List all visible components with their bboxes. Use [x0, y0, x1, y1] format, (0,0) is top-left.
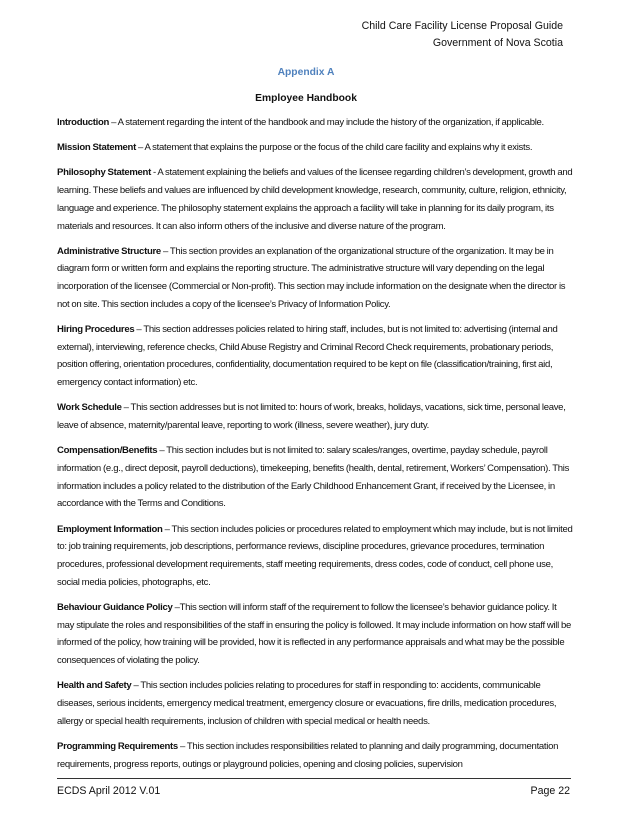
section-health-and-safety — [57, 677, 573, 730]
section-title: Health and Safety — [57, 680, 132, 692]
section-title: Employment Information — [57, 523, 163, 535]
section-text: – This section provides an explanation of the organizational structure of the organization. It may be in diagram form or written form and explains the reporting structure. The administrative structure will vary depending on the legal incorporation of the licensee (Commercial or Non-profit). This section may include information on the designate when the director is not on site. This section includes a copy of the licensee’s Privacy of Information Policy. — [57, 245, 566, 310]
footer-divider — [57, 778, 571, 779]
section-philosophy-statement — [57, 164, 573, 235]
section-title: Introduction — [57, 117, 110, 128]
document-body — [57, 114, 573, 774]
section-text: – This section includes policies or procedures related to employment which may include, but is not limited to: job training requirements, job descriptions, performance reviews, discipline procedures, grievance procedures, termination procedures, professional development requirements, staff meeting requirements, dress codes, code of conduct, cell phone use, social media policies, photographs, etc. — [57, 523, 573, 588]
section-text: – This section includes responsibilities related to planning and daily programming, documentation requirements, progress reports, outings or playground policies, opening and closing policies, supervision — [57, 740, 559, 770]
section-text: – A statement that explains the purpose or the focus of the child care facility and explains why it exists. — [135, 142, 533, 154]
appendix-title: Appendix A — [277, 67, 335, 78]
section-text: - A statement explaining the beliefs and values of the licensee regarding children’s development, growth and learning. These beliefs and values are influenced by child development knowledge, research, community, culture, religion, ethnicity, language and experience. The philosophy statement explains the approach a facility will take in planning for its daily program, its materials and resources. It can also inform others of the inclusive and diverse nature of the program. — [57, 167, 573, 232]
section-introduction — [57, 114, 573, 132]
section-title: Mission Statement — [57, 142, 136, 154]
section-hiring-procedures — [57, 321, 573, 392]
header-line-1: Child Care Facility License Proposal Guide — [361, 20, 563, 32]
section-text: – This section includes policies relating to procedures for staff in responding to: accidents, communicable diseases, serious incidents, emergency medical treatment, emergency closure or evacuations, fire drills, medication procedures, allergy or special health requirements, inclusion of children with special medical or health needs. — [57, 680, 557, 727]
running-header — [362, 18, 563, 52]
section-title: Philosophy Statement — [57, 167, 151, 179]
section-text: – This section includes but is not limited to: salary scales/ranges, overtime, payday schedule, payroll information (e.g., direct deposit, payroll deductions), timekeeping, benefits (health, dental, retirement, Workers’ Compensation). This information includes a policy related to the distribution of the Early Childhood Enhancement Grant, if received by the Licensee, in accordance with the Terms and Conditions. — [57, 445, 570, 510]
section-administrative-structure — [57, 243, 573, 314]
section-title: Hiring Procedures — [57, 324, 135, 336]
header-line-2: Government of Nova Scotia — [432, 37, 563, 49]
section-text: –This section will inform staff of the requirement to follow the licensee’s behavior guidance policy. It may stipulate the roles and responsibilities of the staff in ensuring the policy is followed. It may include information on how staff will be informed of the policy, how training will be provided, how it is reflected in any performance appraisals and what may be the possible consequences of violating the policy. — [57, 601, 572, 666]
section-text: – This section addresses policies related to hiring staff, includes, but is not limited to: advertising (internal and external), interviewing, reference checks, Child Abuse Registry and Criminal Record Check requirements, probationary periods, position offering, orientation procedures, confidentiality, documentation required to be kept on file (classification/training, first aid, emergency contact information) etc. — [57, 324, 558, 389]
document-title: Employee Handbook — [255, 93, 357, 104]
section-programming-requirements — [57, 738, 573, 773]
section-title: Administrative Structure — [57, 245, 161, 257]
section-text: – A statement regarding the intent of the handbook and may include the history of the organization, if applicable. — [109, 117, 544, 128]
footer-page-number: Page 22 — [530, 785, 570, 797]
section-compensation-benefits — [57, 442, 573, 513]
section-work-schedule — [57, 399, 573, 434]
section-employment-information — [57, 521, 573, 592]
section-behaviour-guidance-policy — [57, 599, 573, 670]
section-mission-statement — [57, 139, 573, 157]
section-title: Compensation/Benefits — [57, 445, 158, 457]
section-title: Work Schedule — [57, 402, 122, 414]
section-title: Behaviour Guidance Policy — [57, 601, 173, 613]
footer-version: ECDS April 2012 V.01 — [57, 785, 161, 797]
section-text: – This section addresses but is not limited to: hours of work, breaks, holidays, vacations, sick time, personal leave, leave of absence, maternity/parental leave, reporting to work (illness, severe weather), jury duty. — [57, 402, 566, 432]
section-title: Programming Requirements — [57, 740, 178, 752]
